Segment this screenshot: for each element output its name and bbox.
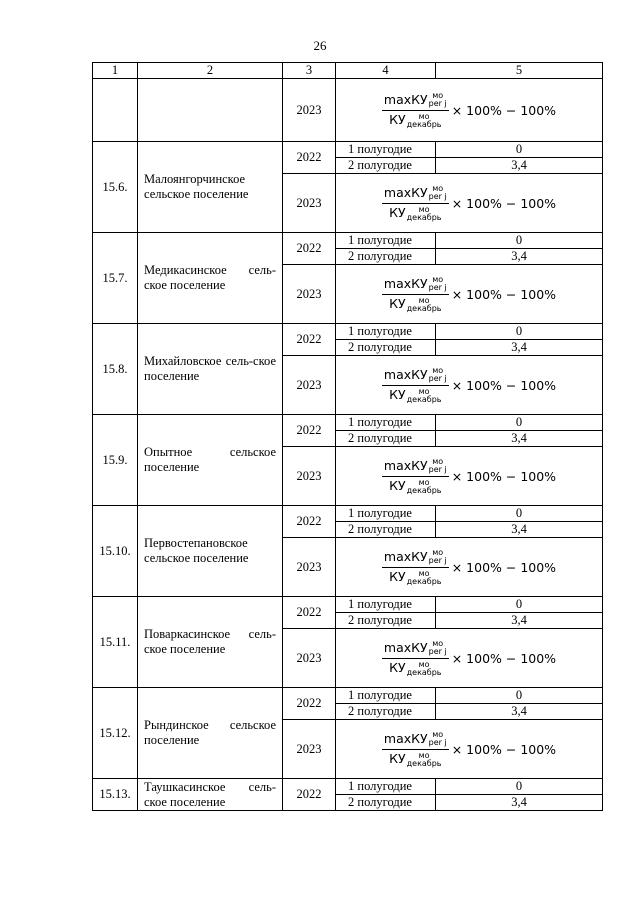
formula <box>382 731 556 768</box>
formula-tail: × 100% − 100% <box>451 741 557 757</box>
half-year-value: 3,4 <box>436 795 603 811</box>
formula <box>382 367 556 404</box>
row-number-cell: 15.8. <box>93 324 138 415</box>
formula-denominator: КУ мо декабрь <box>389 111 442 129</box>
half-year-value: 0 <box>436 415 603 431</box>
half-year-label: 1 полугодие <box>336 597 436 613</box>
half-year-label: 2 полугодие <box>336 340 436 356</box>
row-number-cell: 15.7. <box>93 233 138 324</box>
year-cell: 2022 <box>283 688 336 720</box>
year-cell: 2022 <box>283 779 336 811</box>
formula-fraction <box>382 276 449 313</box>
row-number-cell: 15.13. <box>93 779 138 811</box>
formula-tail: × 100% − 100% <box>451 377 557 393</box>
table-row <box>93 506 603 522</box>
table-row <box>93 597 603 613</box>
half-year-label: 2 полугодие <box>336 522 436 538</box>
formula-tail: × 100% − 100% <box>451 195 557 211</box>
formula-numerator: maxКУ мо per j <box>382 92 449 112</box>
header-cell-1: 1 <box>93 63 138 79</box>
settlement-name-cell: Первостепановское сельское поселение <box>138 506 283 597</box>
formula-denominator: КУ мо декабрь <box>389 568 442 586</box>
half-year-value: 0 <box>436 779 603 795</box>
formula <box>382 276 556 313</box>
half-year-label: 1 полугодие <box>336 779 436 795</box>
year-cell: 2022 <box>283 506 336 538</box>
settlement-name-cell <box>138 79 283 142</box>
header-row <box>93 63 603 79</box>
formula-denominator: КУ мо декабрь <box>389 386 442 404</box>
formula-cell <box>336 720 603 779</box>
half-year-value: 0 <box>436 233 603 249</box>
year-cell: 2023 <box>283 538 336 597</box>
half-year-value: 0 <box>436 142 603 158</box>
formula-cell <box>336 629 603 688</box>
formula-tail: × 100% − 100% <box>451 650 557 666</box>
half-year-value: 3,4 <box>436 613 603 629</box>
formula-tail: × 100% − 100% <box>451 559 557 575</box>
year-cell: 2022 <box>283 142 336 174</box>
half-year-label: 2 полугодие <box>336 613 436 629</box>
half-year-label: 2 полугодие <box>336 158 436 174</box>
year-cell: 2023 <box>283 447 336 506</box>
header-cell-5: 5 <box>436 63 603 79</box>
table-row <box>93 324 603 340</box>
half-year-value: 3,4 <box>436 158 603 174</box>
year-cell: 2023 <box>283 720 336 779</box>
formula-cell <box>336 79 603 142</box>
row-number-cell: 15.6. <box>93 142 138 233</box>
formula <box>382 185 556 222</box>
row-number-cell: 15.9. <box>93 415 138 506</box>
formula-numerator: maxКУ мо per j <box>382 367 449 387</box>
table-row <box>93 688 603 704</box>
formula-fraction <box>382 549 449 586</box>
formula-numerator: maxКУ мо per j <box>382 458 449 478</box>
settlement-name-cell: Рындинское сельское поселение <box>138 688 283 779</box>
half-year-label: 1 полугодие <box>336 142 436 158</box>
half-year-label: 1 полугодие <box>336 688 436 704</box>
header-cell-3: 3 <box>283 63 336 79</box>
half-year-value: 3,4 <box>436 249 603 265</box>
settlement-name-cell: Медикасинское сель-ское поселение <box>138 233 283 324</box>
settlement-name-cell: Михайловское сель-ское поселение <box>138 324 283 415</box>
half-year-value: 3,4 <box>436 431 603 447</box>
half-year-label: 2 полугодие <box>336 431 436 447</box>
formula-fraction <box>382 92 449 129</box>
formula <box>382 549 556 586</box>
settlement-name-cell: Опытное сельское поселение <box>138 415 283 506</box>
table-row <box>93 415 603 431</box>
table-row <box>93 233 603 249</box>
year-cell: 2022 <box>283 324 336 356</box>
formula-fraction <box>382 185 449 222</box>
formula-fraction <box>382 731 449 768</box>
row-number-cell <box>93 79 138 142</box>
half-year-label: 1 полугодие <box>336 324 436 340</box>
settlement-name-cell: Малоянгорчинское сельское поселение <box>138 142 283 233</box>
half-year-value: 0 <box>436 688 603 704</box>
half-year-label: 1 полугодие <box>336 233 436 249</box>
half-year-label: 1 полугодие <box>336 506 436 522</box>
half-year-value: 0 <box>436 506 603 522</box>
year-cell: 2023 <box>283 265 336 324</box>
half-year-label: 2 полугодие <box>336 795 436 811</box>
formula-tail: × 100% − 100% <box>451 468 557 484</box>
formula-cell <box>336 265 603 324</box>
table-row <box>93 779 603 795</box>
row-number-cell: 15.11. <box>93 597 138 688</box>
formula-denominator: КУ мо декабрь <box>389 204 442 222</box>
half-year-label: 2 полугодие <box>336 249 436 265</box>
formula-fraction <box>382 367 449 404</box>
formula-numerator: maxКУ мо per j <box>382 549 449 569</box>
table-row <box>93 79 603 142</box>
year-cell: 2023 <box>283 629 336 688</box>
formula-denominator: КУ мо декабрь <box>389 750 442 768</box>
tariff-table <box>92 62 603 811</box>
year-cell: 2022 <box>283 415 336 447</box>
half-year-value: 3,4 <box>436 340 603 356</box>
settlement-name-cell: Таушкасинское сель-ское поселение <box>138 779 283 811</box>
half-year-label: 2 полугодие <box>336 704 436 720</box>
half-year-value: 3,4 <box>436 704 603 720</box>
header-cell-2: 2 <box>138 63 283 79</box>
half-year-value: 3,4 <box>436 522 603 538</box>
header-cell-4: 4 <box>336 63 436 79</box>
formula-numerator: maxКУ мо per j <box>382 185 449 205</box>
formula-denominator: КУ мо декабрь <box>389 659 442 677</box>
half-year-label: 1 полугодие <box>336 415 436 431</box>
formula <box>382 640 556 677</box>
formula <box>382 458 556 495</box>
half-year-value: 0 <box>436 324 603 340</box>
formula-fraction <box>382 640 449 677</box>
table-row <box>93 142 603 158</box>
year-cell: 2022 <box>283 597 336 629</box>
year-cell: 2023 <box>283 174 336 233</box>
settlement-name-cell: Поваркасинское сель-ское поселение <box>138 597 283 688</box>
half-year-value: 0 <box>436 597 603 613</box>
year-cell: 2023 <box>283 79 336 142</box>
year-cell: 2022 <box>283 233 336 265</box>
page-number: 26 <box>313 38 327 53</box>
formula <box>382 92 556 129</box>
row-number-cell: 15.12. <box>93 688 138 779</box>
formula-denominator: КУ мо декабрь <box>389 477 442 495</box>
formula-denominator: КУ мо декабрь <box>389 295 442 313</box>
formula-fraction <box>382 458 449 495</box>
formula-cell <box>336 447 603 506</box>
formula-numerator: maxКУ мо per j <box>382 731 449 751</box>
formula-cell <box>336 174 603 233</box>
formula-numerator: maxКУ мо per j <box>382 640 449 660</box>
formula-tail: × 100% − 100% <box>451 286 557 302</box>
year-cell: 2023 <box>283 356 336 415</box>
row-number-cell: 15.10. <box>93 506 138 597</box>
formula-cell <box>336 538 603 597</box>
formula-cell <box>336 356 603 415</box>
formula-tail: × 100% − 100% <box>451 102 557 118</box>
formula-numerator: maxКУ мо per j <box>382 276 449 296</box>
